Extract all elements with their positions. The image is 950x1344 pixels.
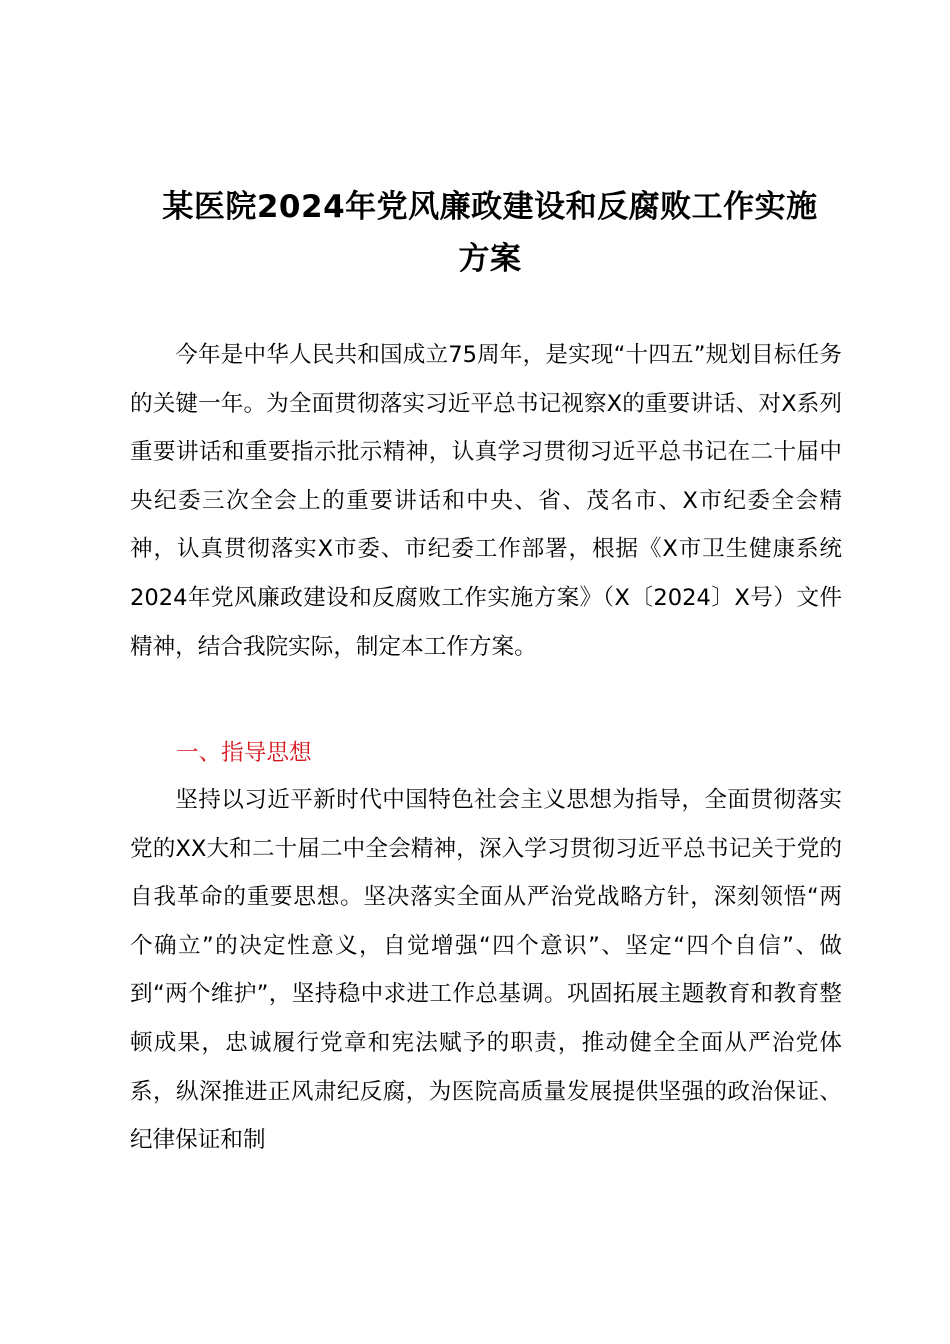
document-title: [110, 181, 870, 285]
title-line-2: 方案: [458, 241, 522, 277]
intro-paragraph: 今年是中华人民共和国成立75周年，是实现“十四五”规划目标任务的关键一年。为全面贯彻落实习近平总书记视察X的重要讲话、对X系列重要讲话和重要指示批示精神，认真学习贯彻习近平总书记在二十届中央纪委三次全会上的重要讲话和中央、省、茂名市、X市纪委全会精神，认真贯彻落实X市委、市纪委工作部署，根据《X市卫生健康系统2024年党风廉政建设和反腐败工作实施方案》（X〔2024〕X号）文件精神，结合我院实际，制定本工作方案。: [130, 342, 842, 660]
section-heading-guiding-ideology: 一、指导思想: [176, 740, 312, 766]
title-line-1: 某医院2024年党风廉政建设和反腐败工作实施: [162, 189, 818, 225]
guiding-ideology-paragraph: 坚持以习近平新时代中国特色社会主义思想为指导，全面贯彻落实党的XX大和二十届二中全会精神，深入学习贯彻习近平总书记关于党的自我革命的重要思想。坚决落实全面从严治党战略方针，深刻领悟“两个确立”的决定性意义，自觉增强“四个意识”、坚定“四个自信”、做到“两个维护”，坚持稳中求进工作总基调。巩固拓展主题教育和教育整顿成果，忠诚履行党章和宪法赋予的职责，推动健全全面从严治党体系，纵深推进正风肃纪反腐，为医院高质量发展提供坚强的政治保证、纪律保证和制: [130, 787, 842, 1154]
